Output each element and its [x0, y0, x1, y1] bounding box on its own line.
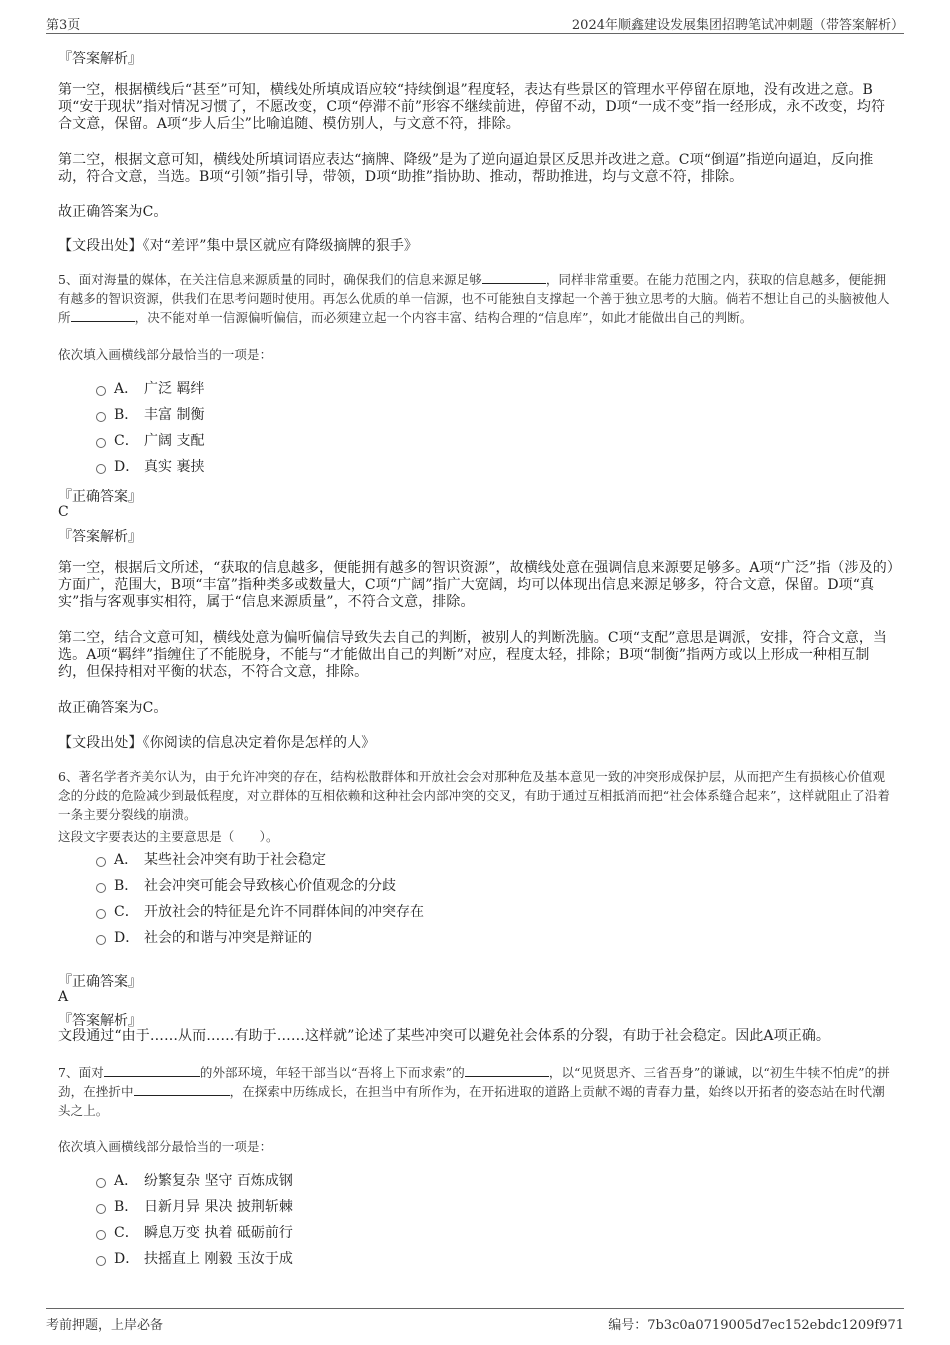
q5-stem-part-b: ，同样非常重要。在能力范围之内，获取的信息越多，便能拥有越多的智识资源，供我们在思考问题时使用。再怎么优质的单一信源，也不可能独自支撑起一个善于独立思考的大脑。倘若不想让自己的头脑被他人所: [58, 272, 890, 325]
q7-stem-part-a: 7、面对: [58, 1065, 104, 1080]
q6-answer-label: 『正确答案』: [58, 974, 142, 990]
q6-option-letter: A．: [114, 852, 139, 868]
q6-option-text: 开放社会的特征是允许不同群体间的冲突存在: [144, 904, 424, 920]
q5-option-letter: A．: [114, 381, 139, 397]
q7-option-letter: D．: [114, 1251, 140, 1267]
radio-icon[interactable]: [96, 1256, 106, 1266]
q5-option-letter: D．: [114, 459, 140, 475]
q7-option-letter: B．: [114, 1199, 139, 1215]
footer-serial: 编号：7b3c0a0719005d7ec152ebdc1209f971: [608, 1318, 904, 1333]
q5-option-text: 广阔 支配: [144, 433, 205, 449]
q6-prompt: 这段文字要表达的主要意思是（ ）。: [58, 829, 279, 844]
radio-icon[interactable]: [96, 883, 106, 893]
radio-icon[interactable]: [96, 464, 106, 474]
q7-blank-1: [104, 1064, 200, 1077]
q6-option-text: 某些社会冲突有助于社会稳定: [144, 852, 326, 868]
q6-option-text: 社会冲突可能会导致核心价值观念的分歧: [144, 878, 396, 894]
q5-option-text: 广泛 羁绊: [144, 381, 205, 397]
q6-analysis-label: 『答案解析』: [58, 1013, 142, 1029]
q5-option-b[interactable]: [96, 405, 204, 425]
q5-analysis-label: 『答案解析』: [58, 529, 142, 545]
q4-conclusion: 故正确答案为C。: [58, 204, 168, 220]
q7-blank-2: [465, 1064, 549, 1077]
q7-option-letter: C．: [114, 1225, 139, 1241]
q6-option-letter: C．: [114, 904, 139, 920]
q6-option-letter: D．: [114, 930, 140, 946]
q7-option-c[interactable]: [96, 1223, 293, 1243]
q5-option-c[interactable]: [96, 431, 204, 451]
q7-blank-3: [134, 1083, 230, 1096]
footer-rule: [46, 1308, 904, 1309]
q6-option-text: 社会的和谐与冲突是辩证的: [144, 930, 312, 946]
q6-analysis: 文段通过“由于……从而……有助于……这样就”论述了某些冲突可以避免社会体系的分裂，有助于社会稳定。因此A项正确。: [58, 1028, 831, 1044]
radio-icon[interactable]: [96, 909, 106, 919]
radio-icon[interactable]: [96, 1230, 106, 1240]
q5-prompt: 依次填入画横线部分最恰当的一项是：: [58, 347, 273, 362]
q5-blank-1: [482, 271, 546, 284]
q5-option-d[interactable]: [96, 457, 204, 477]
q7-prompt: 依次填入画横线部分最恰当的一项是：: [58, 1139, 273, 1154]
q7-option-b[interactable]: [96, 1197, 293, 1217]
q5-option-text: 真实 裹挟: [144, 459, 205, 475]
q5-option-letter: B．: [114, 407, 139, 423]
q5-stem-part-c: ，决不能对单一信源偏听偏信，而必须建立起一个内容丰富、结构合理的“信息库”，如此才能做出自己的判断。: [134, 310, 753, 325]
q7-option-text: 扶摇直上 刚毅 玉汝于成: [144, 1251, 293, 1267]
q5-conclusion: 故正确答案为C。: [58, 700, 168, 716]
q5-source: 【文段出处】《你阅读的信息决定着你是怎样的人》: [58, 735, 376, 751]
q6-option-c[interactable]: [96, 902, 424, 922]
radio-icon[interactable]: [96, 412, 106, 422]
q7-stem: [58, 1063, 896, 1120]
q4-analysis-p2: 第二空，根据文意可知，横线处所填词语应表达“摘牌、降级”是为了逆向逼迫景区反思并改进之意。C项“倒逼”指逆向逼迫，反向推动，符合文意，当选。B项“引领”指引导，带领，D项“助推”指协助、推动，帮助推进，均与文意不符，排除。: [58, 152, 874, 185]
q4-analysis-label: 『答案解析』: [58, 51, 142, 67]
q7-option-text: 瞬息万变 执着 砥砺前行: [144, 1225, 293, 1241]
header-rule: [46, 33, 904, 34]
q7-option-a[interactable]: [96, 1171, 293, 1191]
q6-option-b[interactable]: [96, 876, 396, 896]
q7-option-letter: A．: [114, 1173, 139, 1189]
q7-stem-part-c: ，以“见贤思齐、三省吾身”的谦诚，以“初生牛犊不怕虎”的拼劲，在挫折中: [58, 1065, 890, 1099]
q6-option-a[interactable]: [96, 850, 326, 870]
q5-analysis-p1: 第一空，根据后文所述，“获取的信息越多，便能拥有越多的智识资源”，故横线处意在强调信息来源要足够多。A项“广泛”指（涉及的）方面广，范围大，B项“丰富”指种类多或数量大，C项“广阔”指广大宽阔，均可以体现出信息来源足够多，符合文意，保留。D项“真实”指与客观事实相符，属于“信息来源质量”，不符合文意，排除。: [58, 560, 894, 610]
q6-option-letter: B．: [114, 878, 139, 894]
q5-answer-label: 『正确答案』: [58, 489, 142, 505]
q6-answer: A: [58, 989, 69, 1005]
footer-slogan: 考前押题，上岸必备: [46, 1318, 164, 1333]
q4-analysis-p1: 第一空，根据横线后“甚至”可知，横线处所填成语应较“持续倒退”程度轻，表达有些景区的管理水平停留在原地，没有改进之意。B项“安于现状”指对情况习惯了，不愿改变，C项“停滞不前”形容不继续前进，停留不动，D项“一成不变”指一经形成，永不改变，均符合文意，保留。A项“步人后尘”比喻追随、模仿别人，与文意不符，排除。: [58, 82, 886, 132]
radio-icon[interactable]: [96, 438, 106, 448]
radio-icon[interactable]: [96, 1204, 106, 1214]
document-title: 2024年顺鑫建设发展集团招聘笔试冲刺题（带答案解析）: [571, 18, 904, 33]
q5-option-letter: C．: [114, 433, 139, 449]
q7-option-text: 日新月异 果决 披荆斩棘: [144, 1199, 293, 1215]
radio-icon[interactable]: [96, 935, 106, 945]
q5-option-text: 丰富 制衡: [144, 407, 205, 423]
radio-icon[interactable]: [96, 857, 106, 867]
page-number: 第3页: [46, 18, 81, 33]
q5-analysis-p2: 第二空，结合文意可知，横线处意为偏听偏信导致失去自己的判断，被别人的判断洗脑。C项“支配”意思是调派，安排，符合文意，当选。A项“羁绊”指缠住了不能脱身，不能与“才能做出自己的判断”对应，程度太轻，排除；B项“制衡”指两方或以上形成一种相互制约，但保持相对平衡的状态，不符合文意，排除。: [58, 630, 888, 680]
q5-stem-part-a: 5、面对海量的媒体，在关注信息来源质量的同时，确保我们的信息来源足够: [58, 272, 482, 287]
q7-option-text: 纷繁复杂 坚守 百炼成钢: [144, 1173, 293, 1189]
q7-stem-part-b: 的外部环境，年轻干部当以“吾将上下而求索”的: [199, 1065, 465, 1080]
q6-option-d[interactable]: [96, 928, 312, 948]
q5-answer: C: [58, 504, 69, 520]
q5-blank-2: [71, 309, 135, 322]
radio-icon[interactable]: [96, 1178, 106, 1188]
radio-icon[interactable]: [96, 386, 106, 396]
q5-option-a[interactable]: [96, 379, 204, 399]
q5-stem: [58, 270, 896, 327]
q7-option-d[interactable]: [96, 1249, 293, 1269]
q7-stem-part-d: ，在探索中历练成长，在担当中有所作为，在开拓进取的道路上贡献不竭的青春力量，始终以开拓者的姿态站在时代潮头之上。: [58, 1084, 885, 1118]
q6-stem: 6、著名学者齐美尔认为，由于允许冲突的存在，结构松散群体和开放社会会对那种危及基本意见一致的冲突形成保护层，从而把产生有损核心价值观念的分歧的危险减少到最低程度，对立群体的互相依赖和这种社会内部冲突的交叉，有助于通过互相抵消而把“社会体系缝合起来”，这样就阻止了沿着一条主要分裂线的崩溃。: [58, 769, 890, 822]
q4-source: 【文段出处】《对“差评”集中景区就应有降级摘牌的狠手》: [58, 238, 419, 254]
